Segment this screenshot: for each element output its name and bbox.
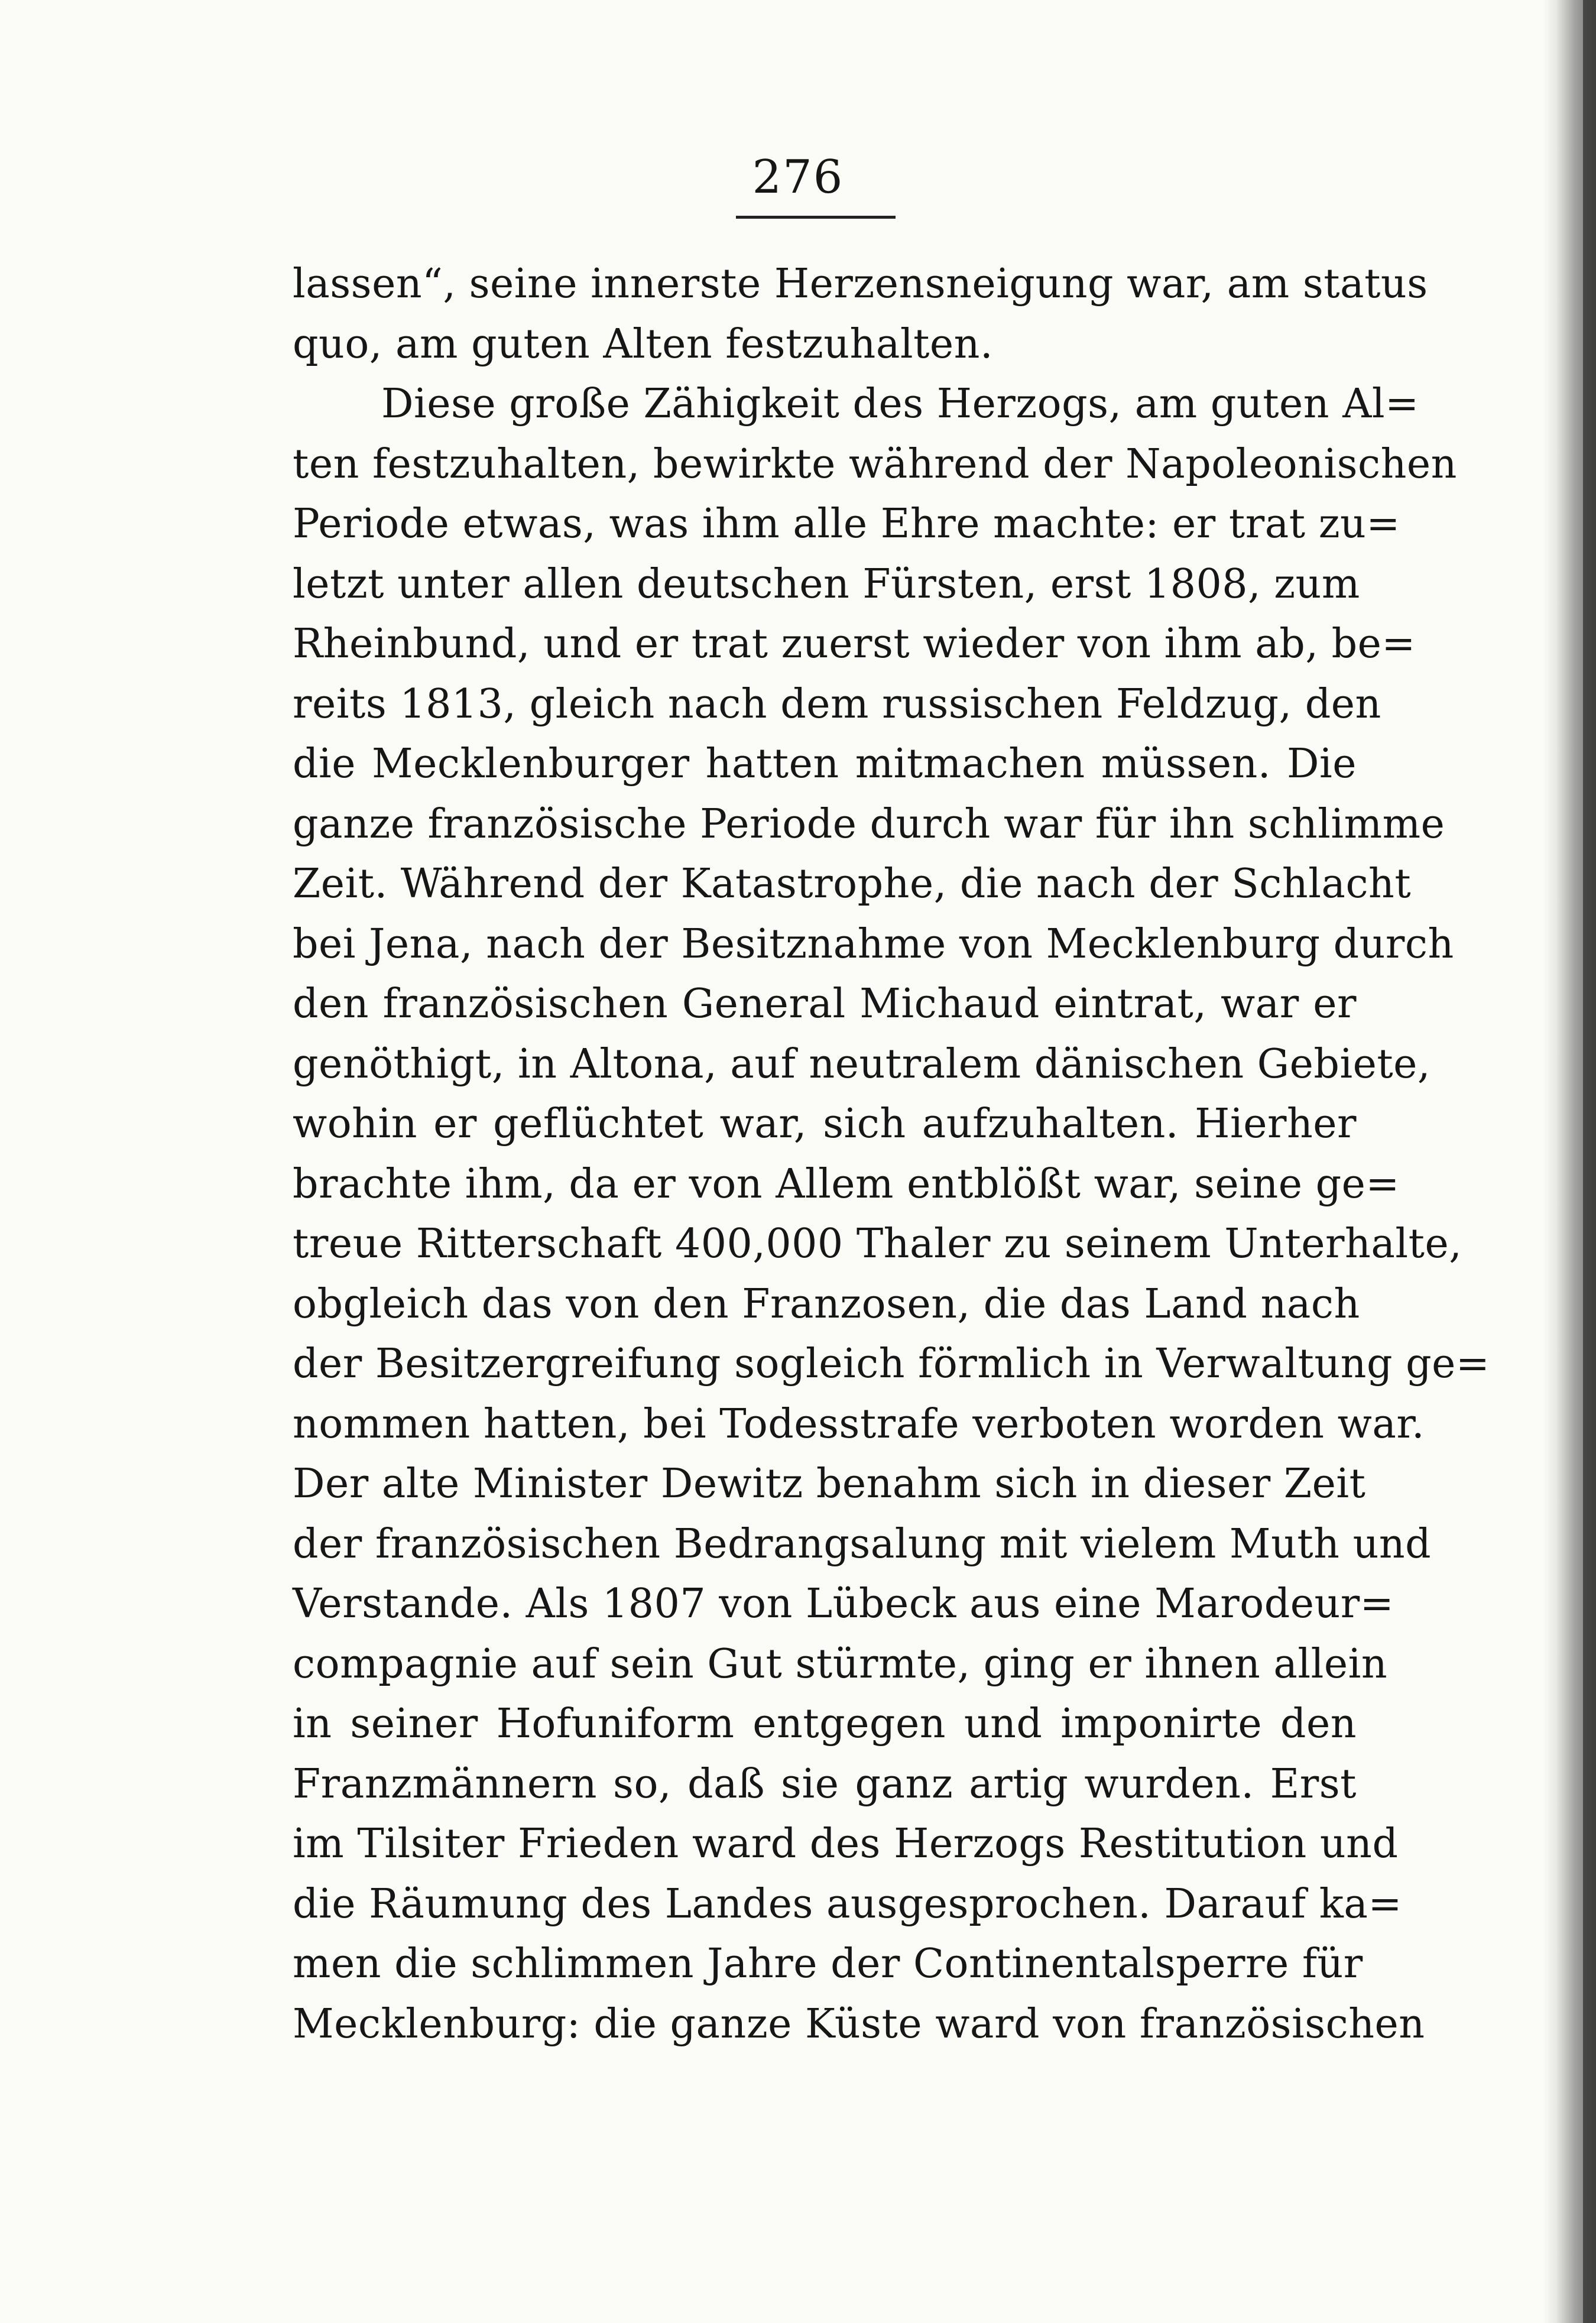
text-line: ten festzuhalten, bewirkte während der Napoleonischen (293, 440, 1457, 488)
text-line: ganze französische Periode durch war für ihn schlimme (293, 800, 1445, 848)
page-number-rule (736, 216, 896, 219)
text-line: Verstande. Als 1807 von Lübeck aus eine Marodeur= (293, 1581, 1394, 1627)
text-line: genöthigt, in Altona, auf neutralem dänischen Gebiete, (293, 1040, 1431, 1088)
text-line: den französischen General Michaud eintrat, war er (293, 981, 1357, 1027)
text-line: obgleich das von den Franzosen, die das Land nach (293, 1280, 1360, 1328)
text-line: im Tilsiter Frieden ward des Herzogs Restitution und (293, 1821, 1399, 1867)
text-line: Rheinbund, und er trat zuerst wieder von ihm ab, be= (293, 621, 1416, 667)
text-line: men die schlimmen Jahre der Continentalsperre für (293, 1941, 1363, 1987)
text-line: Zeit. Während der Katastrophe, die nach der Schlacht (293, 861, 1412, 907)
body-text (293, 254, 1490, 2054)
text-line: in seiner Hofuniform entgegen und imponirte den (293, 1701, 1357, 1747)
text-line: die Räumung des Landes ausgesprochen. Darauf ka= (293, 1880, 1402, 1928)
text-line: nommen hatten, bei Todesstrafe verboten worden war. (293, 1400, 1425, 1448)
text-line: Periode etwas, was ihm alle Ehre machte: er trat zu= (293, 501, 1400, 547)
text-line: bei Jena, nach der Besitznahme von Mecklenburg durch (293, 920, 1454, 968)
text-line: Diese große Zähigkeit des Herzogs, am guten Al= (381, 381, 1419, 427)
text-line: quo, am guten Alten festzuhalten. (293, 320, 994, 368)
text-line: letzt unter allen deutschen Fürsten, erst 1808, zum (293, 560, 1360, 608)
page-number: 276 (752, 151, 844, 204)
text-line: reits 1813, gleich nach dem russischen Feldzug, den (293, 680, 1381, 728)
text-line: wohin er geflüchtet war, sich aufzuhalten. Hierher (293, 1101, 1357, 1147)
text-line: Der alte Minister Dewitz benahm sich in dieser Zeit (293, 1461, 1366, 1507)
text-line: die Mecklenburger hatten mitmachen müssen. Die (293, 741, 1357, 787)
text-line: treue Ritterschaft 400,000 Thaler zu seinem Unterhalte, (293, 1221, 1462, 1267)
scan-page-edge (1583, 0, 1596, 2323)
text-line: Mecklenburg: die ganze Küste ward von französischen (293, 2000, 1425, 2048)
text-line: der französischen Bedrangsalung mit vielem Muth und (293, 1520, 1432, 1568)
text-line: brachte ihm, da er von Allem entblößt war, seine ge= (293, 1160, 1400, 1208)
text-line: compagnie auf sein Gut stürmte, ging er ihnen allein (293, 1640, 1388, 1688)
text-line: der Besitzergreifung sogleich förmlich in Verwaltung ge= (293, 1341, 1490, 1387)
text-line: Franzmännern so, daß sie ganz artig wurden. Erst (293, 1760, 1357, 1808)
text-line: lassen“, seine innerste Herzensneigung war, am status (293, 261, 1428, 307)
